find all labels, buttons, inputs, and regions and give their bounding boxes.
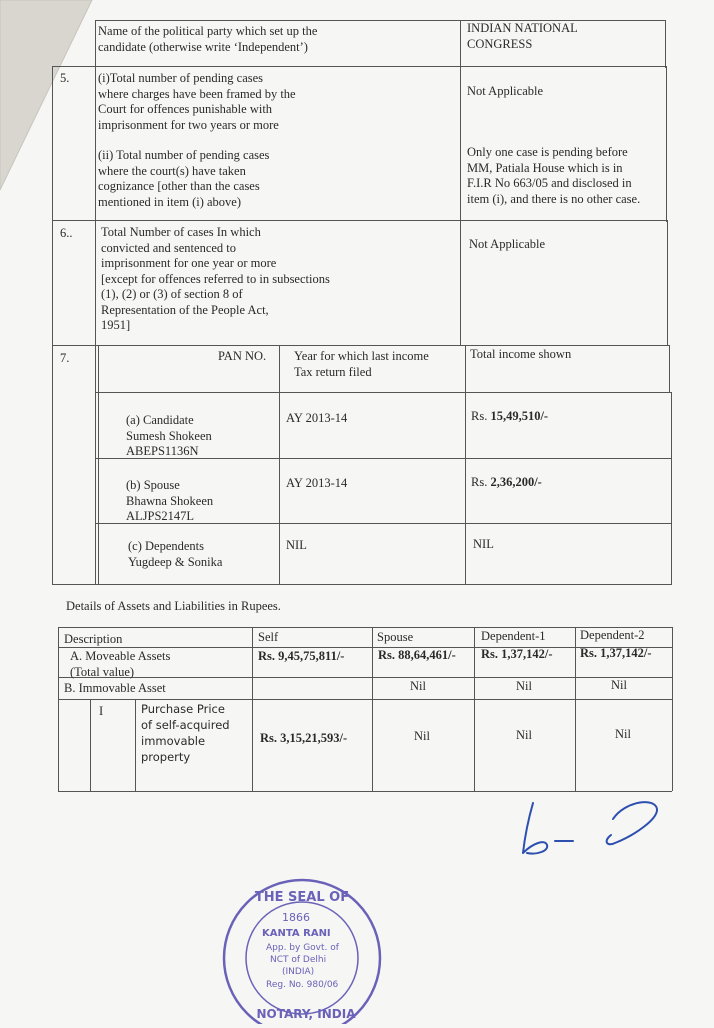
item-7-number: 7. (60, 351, 70, 365)
immovable-dependent-1: Nil (516, 679, 532, 693)
notary-seal (220, 878, 385, 1024)
purchase-dependent-2: Nil (615, 727, 631, 741)
row-dependents-income: NIL (473, 537, 494, 551)
moveable-spouse: Rs. 88,64,461/- (378, 648, 456, 662)
moveable-self: Rs. 9,45,75,811/- (258, 649, 345, 663)
immovable-dependent-2: Nil (611, 678, 627, 692)
handwritten-signature (515, 795, 665, 860)
row-candidate-year: AY 2013-14 (286, 411, 348, 425)
moveable-dependent-1: Rs. 1,37,142/- (481, 647, 553, 661)
assets-header-description: Description (64, 632, 123, 646)
item-5-label-ii: (ii) Total number of pending cases where the court(s) have taken cognizance [other than the cases mentioned in item (i) above) (98, 148, 270, 209)
row-spouse-label: (b) Spouse Bhawna Shokeen ALJPS2147L (126, 478, 214, 523)
year-header: Year for which last income Tax return filed (294, 349, 429, 379)
item-6-value: Not Applicable (469, 237, 546, 251)
seal-year: 1866 (282, 911, 310, 924)
row-candidate-income: Rs. 15,49,510/- (471, 409, 549, 423)
seal-reg: Reg. No. 980/06 (266, 980, 339, 990)
income-header: Total income shown (470, 347, 572, 361)
assets-heading: Details of Assets and Liabilities in Rupees. (66, 599, 281, 613)
seal-line-2: NCT of Delhi (270, 955, 327, 965)
immovable-spouse: Nil (410, 679, 426, 693)
row-candidate-label: (a) Candidate Sumesh Shokeen ABEPS1136N (126, 413, 212, 458)
item-5-value-ii: Only one case is pending before MM, Patiala House which is in F.I.R No 663/05 and disclosed in item (i), and there is no other case. (467, 145, 641, 206)
seal-top-text: THE SEAL OF (254, 890, 350, 905)
item-6-number: 6.. (60, 226, 73, 240)
row-spouse-income: Rs. 2,36,200/- (471, 475, 542, 489)
purchase-label: Purchase Price of self-acquired immovable property (141, 702, 230, 764)
row-spouse-year: AY 2013-14 (286, 476, 348, 490)
seal-line-1: App. by Govt. of (266, 943, 339, 953)
item-6-label: Total Number of cases In which convicted and sentenced to imprisonment for one year or more [except for offences referred to in subsections (1), (2) or (3) of section 8 of Representation of the People Act, 1951] (101, 225, 330, 332)
moveable-label: A. Moveable Assets (Total value) (70, 649, 171, 679)
row-dependents-year: NIL (286, 538, 307, 552)
assets-header-self: Self (258, 630, 279, 644)
item-5-label-i: (i)Total number of pending cases where charges have been framed by the Court for offences punishable with imprisonment for two years or more (98, 71, 296, 132)
item-5-number: 5. (60, 71, 70, 85)
assets-header-spouse: Spouse (377, 630, 414, 644)
seal-line-3: (INDIA) (282, 967, 315, 977)
seal-name: KANTA RANI (262, 928, 331, 939)
purchase-spouse: Nil (414, 729, 430, 743)
pan-header: PAN NO. (218, 349, 267, 363)
assets-header-dependent-2: Dependent-2 (580, 628, 645, 642)
purchase-number: I (99, 704, 104, 718)
seal-bottom-text: NOTARY, INDIA (256, 1007, 356, 1021)
party-value: INDIAN NATIONAL CONGRESS (467, 21, 578, 51)
row-dependents-label: (c) Dependents Yugdeep & Sonika (128, 539, 223, 569)
page-fold-corner (0, 0, 95, 200)
assets-header-dependent-1: Dependent-1 (481, 629, 546, 643)
immovable-label: B. Immovable Asset (64, 681, 166, 695)
purchase-dependent-1: Nil (516, 728, 532, 742)
item-5-value-i: Not Applicable (467, 84, 544, 98)
party-label: Name of the political party which set up the candidate (otherwise write ‘Independent’) (98, 24, 318, 54)
purchase-self: Rs. 3,15,21,593/- (260, 731, 348, 745)
moveable-dependent-2: Rs. 1,37,142/- (580, 646, 652, 660)
